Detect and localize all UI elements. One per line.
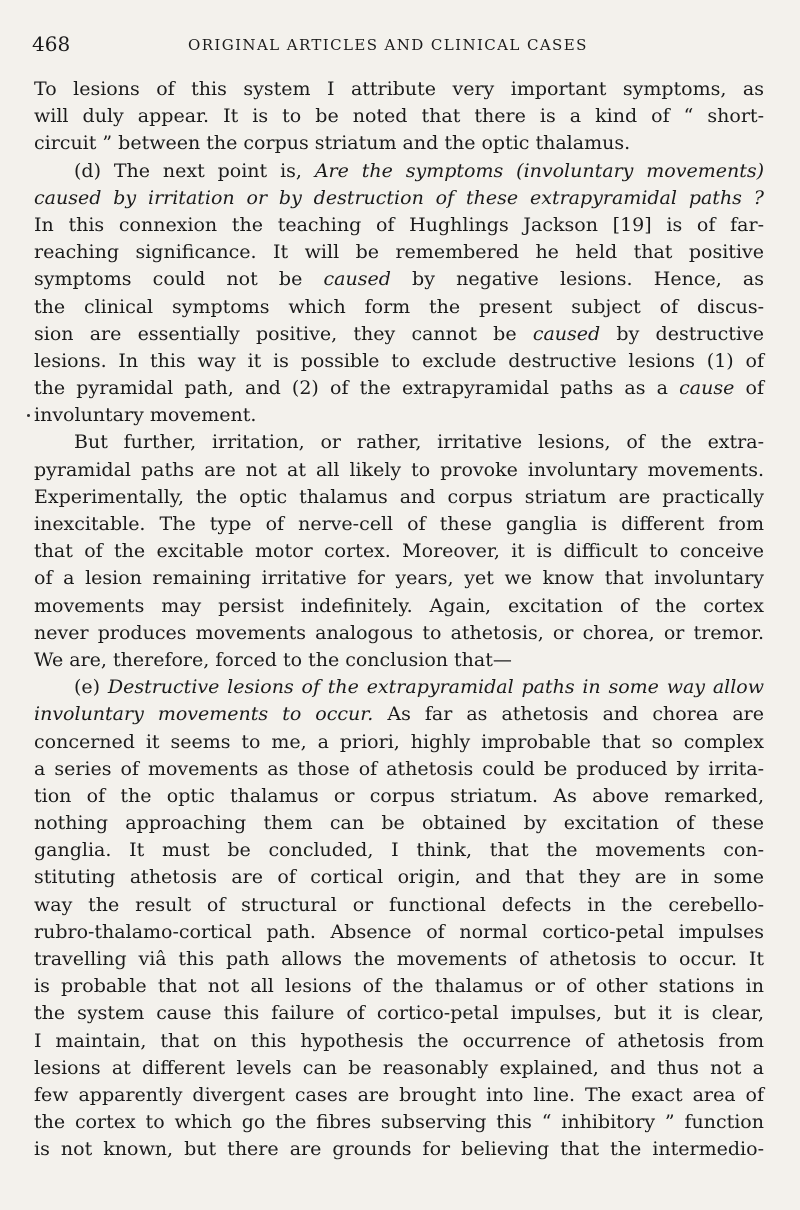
text-line: [34, 783, 764, 810]
text-segment: But further, irritation, or rather, irritative lesions, of the extra-: [74, 431, 764, 454]
text-line: [34, 1109, 764, 1136]
text-segment: a series of movements as those of athetosis could be produced by irrita-: [34, 757, 764, 780]
text-segment: the cortex to which go the fibres subserving this “ inhibitory ” function: [34, 1111, 764, 1134]
text-line: [34, 919, 764, 946]
text-segment: few apparently divergent cases are brought into line. The exact area of: [34, 1083, 764, 1106]
text-segment: the pyramidal path, and (2) of the extrapyramidal paths as a: [34, 377, 680, 400]
text-line: [34, 647, 764, 674]
text-line: [34, 457, 764, 484]
text-segment: the clinical symptoms which form the present subject of discus-: [34, 295, 764, 318]
text-line: [34, 239, 764, 266]
text-line: [34, 1028, 764, 1055]
text-line: [34, 375, 764, 402]
margin-mark: [27, 414, 30, 417]
text-segment: lesions at different levels can be reasonably explained, and thus not a: [34, 1056, 764, 1079]
text-segment: In this connexion the teaching of Hughlings Jackson [19] is of far-: [34, 213, 764, 236]
text-line: [34, 321, 764, 348]
text-line: [34, 130, 764, 157]
text-line: [34, 158, 764, 185]
text-line: [34, 484, 764, 511]
text-segment: by destructive: [600, 322, 764, 345]
text-segment: never produces movements analogous to athetosis, or chorea, or tremor.: [34, 621, 764, 644]
text-line: [34, 892, 764, 919]
text-segment: will duly appear. It is to be noted that there is a kind of “ short-: [34, 105, 764, 128]
text-segment: lesions. In this way it is possible to exclude destructive lesions (1) of: [34, 349, 764, 372]
page-header: [32, 30, 772, 60]
text-line: [34, 212, 764, 239]
text-segment: by negative lesions. Hence, as: [390, 268, 764, 291]
text-line: [34, 1136, 764, 1163]
text-line: [34, 1082, 764, 1109]
text-segment: pyramidal paths are not at all likely to provoke involuntary movements.: [34, 458, 764, 481]
text-line: [34, 538, 764, 565]
text-line: [34, 810, 764, 837]
text-segment: Destructive lesions of the extrapyramidal paths in some way allow: [107, 676, 764, 699]
text-segment: nothing approaching them can be obtained by excitation of these: [34, 812, 764, 835]
text-segment: (d) The next point is,: [74, 159, 315, 182]
text-line: [34, 348, 764, 375]
text-segment: tion of the optic thalamus or corpus striatum. As above remarked,: [34, 784, 764, 807]
text-segment: that of the excitable motor cortex. Moreover, it is difficult to conceive: [34, 540, 764, 563]
text-segment: circuit ” between the corpus striatum and the optic thalamus.: [34, 132, 631, 155]
text-segment: As far as athetosis and chorea are: [373, 703, 764, 726]
text-line: [34, 756, 764, 783]
text-segment: of a lesion remaining irritative for years, yet we know that involuntary: [34, 567, 764, 590]
text-line: [34, 864, 764, 891]
text-segment: rubro-thalamo-cortical path. Absence of normal cortico-petal impulses: [34, 920, 764, 943]
text-line: [34, 266, 764, 293]
text-segment: stituting athetosis are of cortical origin, and that they are in some: [34, 866, 764, 889]
text-segment: movements may persist indefinitely. Again, excitation of the cortex: [34, 594, 764, 617]
text-line: [34, 946, 764, 973]
text-line: [34, 185, 764, 212]
text-segment: sion are essentially positive, they cannot be: [34, 322, 533, 345]
running-head: ORIGINAL ARTICLES AND CLINICAL CASES: [188, 36, 588, 54]
text-segment: symptoms could not be: [34, 268, 324, 291]
text-line: [34, 76, 764, 103]
text-line: [34, 565, 764, 592]
text-line: [34, 294, 764, 321]
text-line: [34, 429, 764, 456]
text-segment: caused: [323, 268, 391, 291]
text-line: [34, 837, 764, 864]
body-text: [34, 76, 764, 1164]
text-line: [34, 620, 764, 647]
text-segment: caused by irritation or by destruction of these extrapyramidal paths ?: [34, 186, 764, 209]
text-line: [34, 729, 764, 756]
text-line: [34, 701, 764, 728]
text-segment: cause: [679, 377, 735, 400]
text-segment: concerned it seems to me, a priori, highly improbable that so complex: [34, 730, 764, 753]
text-segment: inexcitable. The type of nerve-cell of these ganglia is different from: [34, 513, 764, 535]
text-segment: is not known, but there are grounds for believing that the intermedio-: [34, 1138, 764, 1161]
text-segment: is probable that not all lesions of the thalamus or of other stations in: [34, 975, 764, 998]
text-segment: Are the symptoms (involuntary movements): [314, 159, 764, 182]
text-segment: the system cause this failure of cortico-petal impulses, but it is clear,: [34, 1002, 764, 1025]
text-segment: (e): [74, 676, 108, 699]
text-segment: of: [734, 377, 765, 400]
text-segment: reaching significance. It will be remembered he held that positive: [34, 241, 764, 264]
text-line: [34, 1055, 764, 1082]
text-line: [34, 402, 764, 429]
text-segment: ganglia. It must be concluded, I think, that the movements con-: [34, 839, 764, 862]
text-segment: We are, therefore, forced to the conclusion that—: [34, 648, 512, 671]
text-segment: way the result of structural or functional defects in the cerebello-: [34, 893, 764, 916]
text-line: [34, 674, 764, 701]
text-segment: Experimentally, the optic thalamus and corpus striatum are practically: [34, 485, 764, 508]
text-line: [34, 103, 764, 130]
text-segment: travelling viâ this path allows the movements of athetosis to occur. It: [34, 948, 764, 970]
text-segment: caused: [532, 322, 601, 345]
text-line: [34, 973, 764, 1000]
page-number: 468: [32, 32, 71, 56]
text-segment: involuntary movement.: [34, 404, 257, 427]
text-segment: involuntary movements to occur.: [34, 703, 374, 726]
text-line: [34, 593, 764, 620]
text-line: [34, 511, 764, 538]
text-segment: To lesions of this system I attribute very important symptoms, as: [34, 78, 764, 100]
text-line: [34, 1000, 764, 1027]
text-segment: I maintain, that on this hypothesis the occurrence of athetosis from: [34, 1029, 764, 1052]
